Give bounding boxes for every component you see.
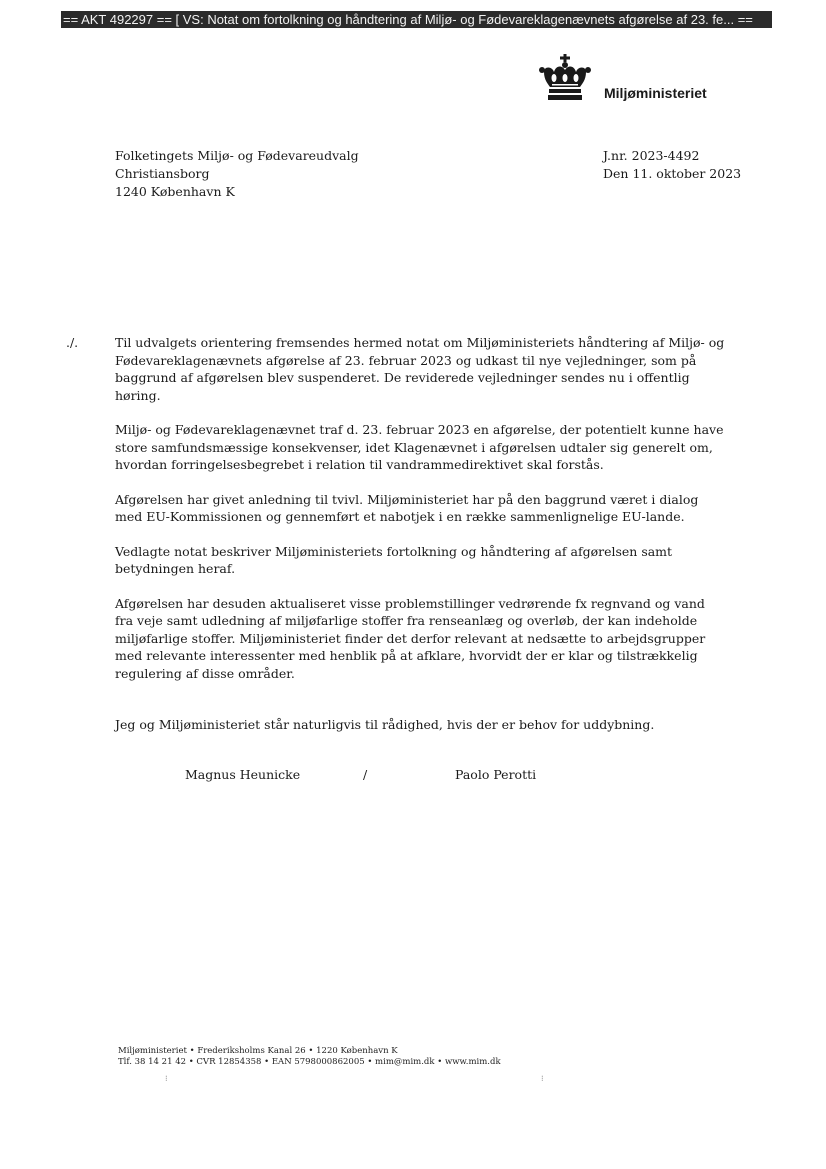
body-paragraph: Afgørelsen har givet anledning til tvivl. Miljøministeriet har på den baggrund været i dialog med EU-Kommissionen og gennemført et nabotjek i en række sammenlignelige EU-lande. xyxy=(115,491,699,524)
scan-artifact: ⁝ xyxy=(165,1074,168,1083)
recipient-line: 1240 København K xyxy=(115,184,235,199)
document-header-bar: == AKT 492297 == [ VS: Notat om fortolkning og håndtering af Miljø- og Fødevareklagenævnets afgørelse af 23. fe... == xyxy=(61,11,772,28)
crown-icon xyxy=(538,54,592,102)
body-paragraph: Afgørelsen har desuden aktualiseret visse problemstillinger vedrørende fx regnvand og vand fra veje samt udledning af miljøfarlige stoffer fra renseanlæg og overløb, der kan indeholde miljøfarlige stoffer. Miljøministeriet finder det derfor relevant at nedsætte to arbejdsgrupper med relevante interessenter med henblik på at afklare, hvorvidt der er klar og tilstrækkelig regulering af disse områder. xyxy=(115,595,706,681)
enclosure-marker: ./. xyxy=(66,335,79,350)
reference-block xyxy=(603,147,741,183)
letter-date: Den 11. oktober 2023 xyxy=(603,166,742,181)
footer-contact: Tlf. 38 14 21 42 • CVR 12854358 • EAN 5798000862005 • mim@mim.dk • www.mim.dk xyxy=(118,1057,501,1067)
closing-paragraph: Jeg og Miljøministeriet står naturligvis til rådighed, hvis der er behov for uddybning. xyxy=(115,717,655,732)
signature-minister: Magnus Heunicke xyxy=(185,767,301,782)
signature-official: Paolo Perotti xyxy=(455,767,537,782)
recipient-line: Folketingets Miljø- og Fødevareudvalg xyxy=(115,148,359,163)
journal-number: J.nr. 2023-4492 xyxy=(603,148,700,163)
letter-footer xyxy=(118,1046,501,1068)
letter-body xyxy=(115,334,725,751)
recipient-address xyxy=(115,147,359,201)
signature-separator: / xyxy=(363,767,368,782)
footer-address: Miljøministeriet • Frederiksholms Kanal 26 • 1220 København K xyxy=(118,1046,398,1056)
scan-artifact: ⁝ xyxy=(541,1074,544,1083)
body-paragraph: Til udvalgets orientering fremsendes hermed notat om Miljøministeriets håndtering af Miljø- og Fødevareklagenævnets afgørelse af 23. februar 2023 og udkast til nye vejledninger, som på baggrund af afgørelsen blev suspenderet. De reviderede vejledninger sendes nu i offentlig høring. xyxy=(115,335,725,403)
body-paragraph: Vedlagte notat beskriver Miljøministeriets fortolkning og håndtering af afgørelsen samt betydningen heraf. xyxy=(115,543,673,576)
body-paragraph: Miljø- og Fødevareklagenævnet traf d. 23. februar 2023 en afgørelse, der potentielt kunne have store samfundsmæssige konsekvenser, idet Klagenævnet i afgørelsen udtaler sig generelt om, hvordan forringelsesbegrebet i relation til vandrammedirektivet skal forstås. xyxy=(115,422,724,472)
ministry-name: Miljøministeriet xyxy=(604,85,707,101)
recipient-line: Christiansborg xyxy=(115,166,210,181)
